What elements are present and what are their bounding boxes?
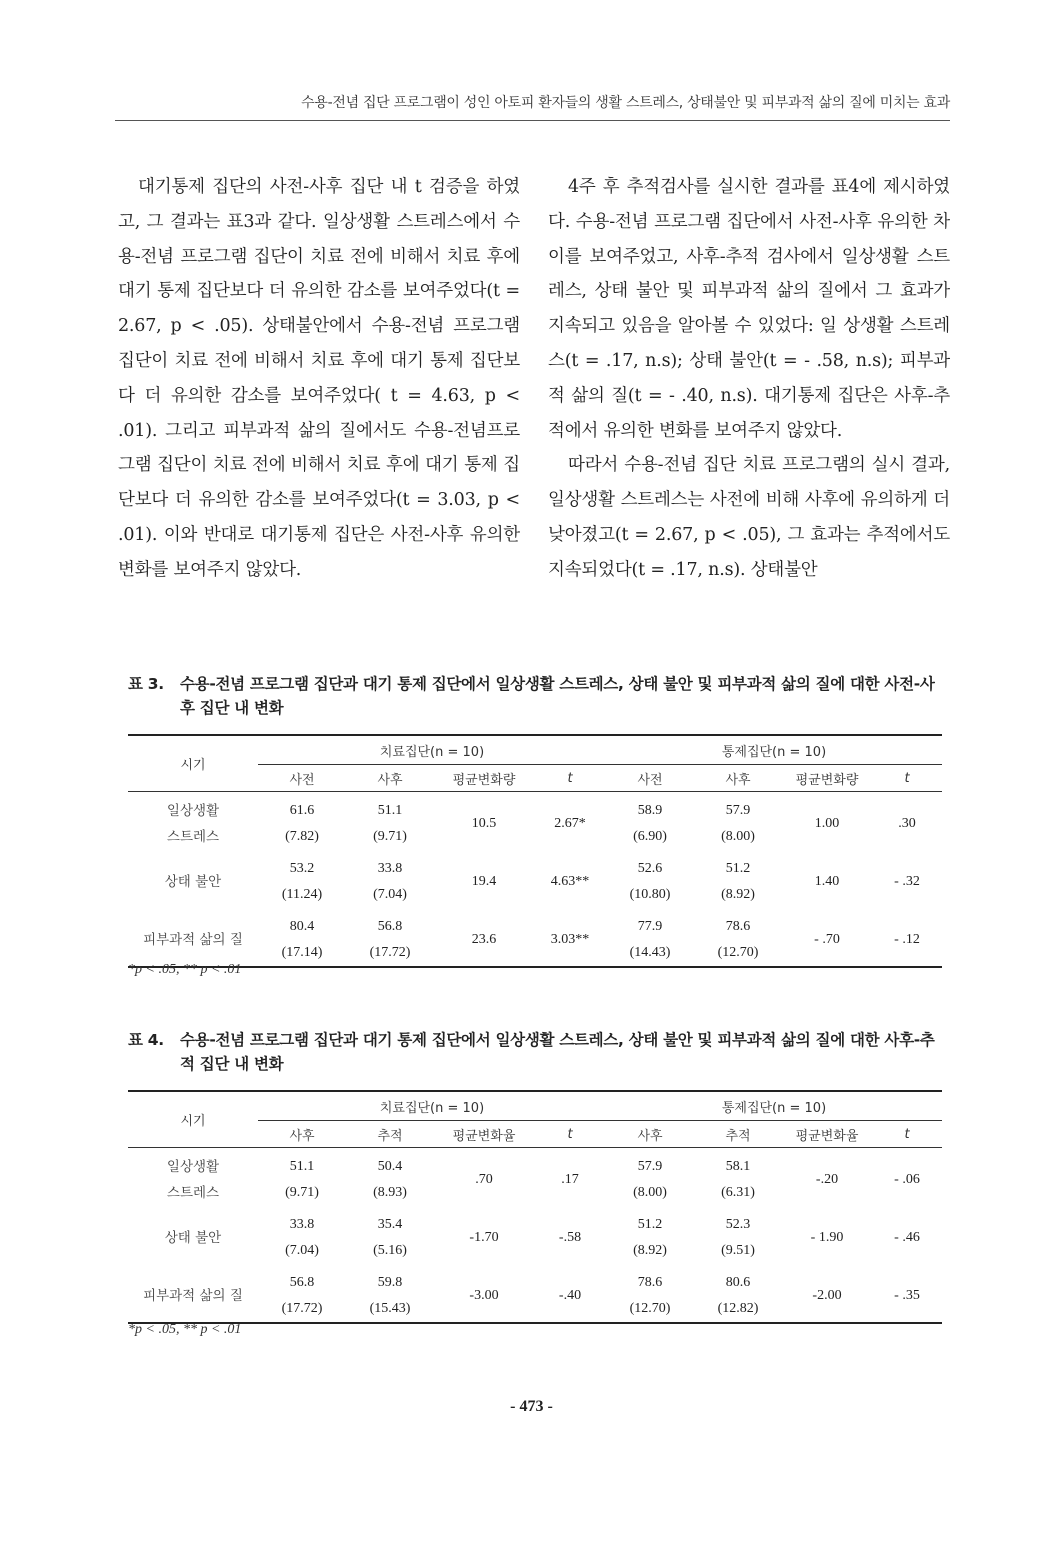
sub-header: 사전 bbox=[258, 765, 346, 792]
cell: 4.63** bbox=[550, 874, 590, 889]
cell: -1.70 bbox=[469, 1230, 499, 1245]
table3-tag: 표 3. bbox=[128, 675, 164, 693]
cell: (17.72) bbox=[258, 1296, 346, 1323]
cell: (17.72) bbox=[346, 940, 434, 967]
cell: - .06 bbox=[894, 1172, 920, 1187]
table-row bbox=[128, 908, 942, 940]
cell: (7.04) bbox=[285, 1243, 319, 1258]
sub-header: t bbox=[534, 765, 606, 792]
sub-header: 평균변화율 bbox=[434, 1121, 534, 1148]
cell: 23.6 bbox=[434, 908, 534, 967]
table-row bbox=[128, 1206, 942, 1238]
left-column bbox=[118, 170, 520, 588]
cell: 2.67* bbox=[554, 816, 586, 831]
cell: - .35 bbox=[872, 1264, 942, 1323]
cell: 19.4 bbox=[471, 874, 497, 889]
table-row bbox=[128, 1264, 942, 1296]
cell: 51.1 bbox=[377, 803, 403, 818]
cell: 59.8 bbox=[377, 1275, 403, 1290]
cell: (10.80) bbox=[629, 887, 671, 902]
body-paragraph: 따라서 수용-전념 집단 치료 프로그램의 실시 결과, 일상생활 스트레스는 사전에 비해 사후에 유의하게 더 낮아졌고(t = 2.67, p < .05), 그 효과는 추적에서도 지속되었다(t = .17, n.s). 상태불안 bbox=[548, 455, 950, 580]
row-label: 상태 불안 bbox=[164, 1230, 222, 1246]
row-label: 스트레스 bbox=[166, 1185, 220, 1201]
table4-caption bbox=[128, 1028, 948, 1076]
table-row bbox=[128, 850, 942, 882]
cell: .70 bbox=[475, 1172, 493, 1187]
col-time: 시기 bbox=[128, 1091, 258, 1148]
cell: 57.9 bbox=[725, 803, 751, 818]
page-number: - 473 - bbox=[510, 1398, 553, 1415]
cell: 1.00 bbox=[814, 816, 840, 831]
cell: 51.2 bbox=[637, 1217, 663, 1232]
table4-tag: 표 4. bbox=[128, 1031, 164, 1049]
cell: 33.8 bbox=[377, 861, 403, 876]
row-label: 상태 불안 bbox=[164, 874, 222, 890]
cell: - .32 bbox=[894, 874, 920, 889]
right-column bbox=[548, 170, 950, 588]
cell: (6.31) bbox=[721, 1185, 755, 1200]
cell: -.58 bbox=[558, 1230, 582, 1245]
cell: - .46 bbox=[894, 1230, 920, 1245]
sub-header: 추적 bbox=[346, 1121, 434, 1148]
cell: 52.3 bbox=[725, 1217, 751, 1232]
sub-header: 사후 bbox=[258, 1121, 346, 1148]
row-label: 일상생활 bbox=[166, 1159, 220, 1175]
cell: (8.93) bbox=[373, 1185, 407, 1200]
cell: (5.16) bbox=[373, 1243, 407, 1258]
cell: 56.8 bbox=[377, 919, 403, 934]
cell: 80.4 bbox=[289, 919, 315, 934]
cell: 35.4 bbox=[377, 1217, 403, 1232]
cell: .17 bbox=[561, 1172, 579, 1187]
cell: 50.4 bbox=[377, 1159, 403, 1174]
col-time: 시기 bbox=[128, 735, 258, 792]
sub-header: 사전 bbox=[606, 765, 694, 792]
control-group-header: 통제집단(n = 10) bbox=[606, 1091, 942, 1121]
cell: -.40 bbox=[534, 1264, 606, 1323]
cell: (8.92) bbox=[721, 887, 755, 902]
sub-header: 사후 bbox=[694, 765, 782, 792]
table3-caption-text: 수용-전념 프로그램 집단과 대기 통제 집단에서 일상생활 스트레스, 상태 불안 및 피부과적 삶의 질에 대한 사전-사후 집단 내 변화 bbox=[180, 675, 935, 717]
row-label: 피부과적 삶의 질 bbox=[128, 908, 258, 967]
table-row bbox=[128, 792, 942, 825]
cell: 56.8 bbox=[289, 1275, 315, 1290]
sub-header: t bbox=[534, 1121, 606, 1148]
cell: (9.51) bbox=[721, 1243, 755, 1258]
table3-note: *p < .05, ** p < .01 bbox=[128, 962, 242, 977]
table4 bbox=[128, 1090, 942, 1324]
cell: (12.70) bbox=[694, 940, 782, 967]
cell: -3.00 bbox=[434, 1264, 534, 1323]
table3-caption bbox=[128, 672, 948, 720]
cell: 57.9 bbox=[637, 1159, 663, 1174]
cell: (8.00) bbox=[721, 829, 755, 844]
cell: - .70 bbox=[782, 908, 872, 967]
cell: 61.6 bbox=[289, 803, 315, 818]
sub-header: 평균변화량 bbox=[434, 765, 534, 792]
table4-caption-text: 수용-전념 프로그램 집단과 대기 통제 집단에서 일상생활 스트레스, 상태 불안 및 피부과적 삶의 질에 대한 사후-추적 집단 내 변화 bbox=[180, 1031, 935, 1073]
cell: (17.14) bbox=[258, 940, 346, 967]
cell: 33.8 bbox=[289, 1217, 315, 1232]
cell: (8.00) bbox=[633, 1185, 667, 1200]
cell: 53.2 bbox=[289, 861, 315, 876]
cell: - 1.90 bbox=[810, 1230, 844, 1245]
body-paragraph: 대기통제 집단의 사전-사후 집단 내 t 검증을 하였고, 그 결과는 표3과 같다. 일상생활 스트레스에서 수용-전념 프로그램 집단이 치료 전에 비해서 치료 후에 대기 통제 집단보다 더 유의한 감소를 보여주었다(t = 2.67, p < .05). 상태불안에서 수용-전념 프로그램 집단이 치료 전에 비해서 치료 후에 대기 통제 집단보다 더 유의한 감소를 보여주었다( t = 4.63, p < .01). 그리고 피부과적 삶의 질에서도 수용-전념프로그램 집단이 치료 전에 비해서 치료 후에 대기 통제 집단보다 더 유의한 감소를 보여주었다(t = 3.03, p < .01). 이와 반대로 대기통제 집단은 사전-사후 유의한 변화를 보여주지 않았다. bbox=[118, 177, 520, 580]
sub-header: 사후 bbox=[346, 765, 434, 792]
cell: (14.43) bbox=[606, 940, 694, 967]
cell: -2.00 bbox=[782, 1264, 872, 1323]
row-label: 일상생활 bbox=[166, 803, 220, 819]
cell: (15.43) bbox=[346, 1296, 434, 1323]
cell: 78.6 bbox=[725, 919, 751, 934]
table3 bbox=[128, 734, 942, 968]
sub-header: 추적 bbox=[694, 1121, 782, 1148]
cell: (8.92) bbox=[633, 1243, 667, 1258]
cell: 58.9 bbox=[637, 803, 663, 818]
cell: (12.70) bbox=[606, 1296, 694, 1323]
cell: (7.04) bbox=[373, 887, 407, 902]
cell: -.20 bbox=[815, 1172, 839, 1187]
cell: 77.9 bbox=[637, 919, 663, 934]
cell: 80.6 bbox=[725, 1275, 751, 1290]
treatment-group-header: 치료집단(n = 10) bbox=[258, 735, 606, 765]
cell: (7.82) bbox=[285, 829, 319, 844]
row-label: 피부과적 삶의 질 bbox=[128, 1264, 258, 1323]
cell: 78.6 bbox=[637, 1275, 663, 1290]
cell: (9.71) bbox=[285, 1185, 319, 1200]
cell: 3.03** bbox=[534, 908, 606, 967]
cell: (11.24) bbox=[281, 887, 323, 902]
control-group-header: 통제집단(n = 10) bbox=[606, 735, 942, 765]
table4-note: *p < .05, ** p < .01 bbox=[128, 1322, 242, 1337]
table-row bbox=[128, 1148, 942, 1181]
treatment-group-header: 치료집단(n = 10) bbox=[258, 1091, 606, 1121]
cell: (9.71) bbox=[373, 829, 407, 844]
cell: (12.82) bbox=[694, 1296, 782, 1323]
running-head: 수용-전념 집단 프로그램이 성인 아토피 환자들의 생활 스트레스, 상태불안 및 피부과적 삶의 질에 미치는 효과 bbox=[115, 92, 950, 121]
cell: 51.1 bbox=[289, 1159, 315, 1174]
sub-header: 평균변화량 bbox=[782, 765, 872, 792]
sub-header: t bbox=[872, 765, 942, 792]
row-label: 스트레스 bbox=[166, 829, 220, 845]
cell: 1.40 bbox=[814, 874, 840, 889]
sub-header: 사후 bbox=[606, 1121, 694, 1148]
cell: (6.90) bbox=[633, 829, 667, 844]
cell: 58.1 bbox=[725, 1159, 751, 1174]
cell: 10.5 bbox=[471, 816, 497, 831]
cell: 51.2 bbox=[725, 861, 751, 876]
cell: 52.6 bbox=[637, 861, 663, 876]
body-paragraph: 4주 후 추적검사를 실시한 결과를 표4에 제시하였다. 수용-전념 프로그램 집단에서 사전-사후 유의한 차이를 보여주었고, 사후-추적 검사에서 일상생활 스트레스, 상태 불안 및 피부과적 삶의 질에서 그 효과가 지속되고 있음을 알아볼 수 있었다: 일 상생활 스트레스(t = .17, n.s); 상태 불안(t = - .58, n.s); 피부과적 삶의 질(t = - .40, n.s). 대기통제 집단은 사후-추적에서 유의한 변화를 보여주지 않았다. bbox=[548, 177, 950, 441]
cell: .30 bbox=[898, 816, 916, 831]
sub-header: t bbox=[872, 1121, 942, 1148]
sub-header: 평균변화율 bbox=[782, 1121, 872, 1148]
cell: - .12 bbox=[872, 908, 942, 967]
